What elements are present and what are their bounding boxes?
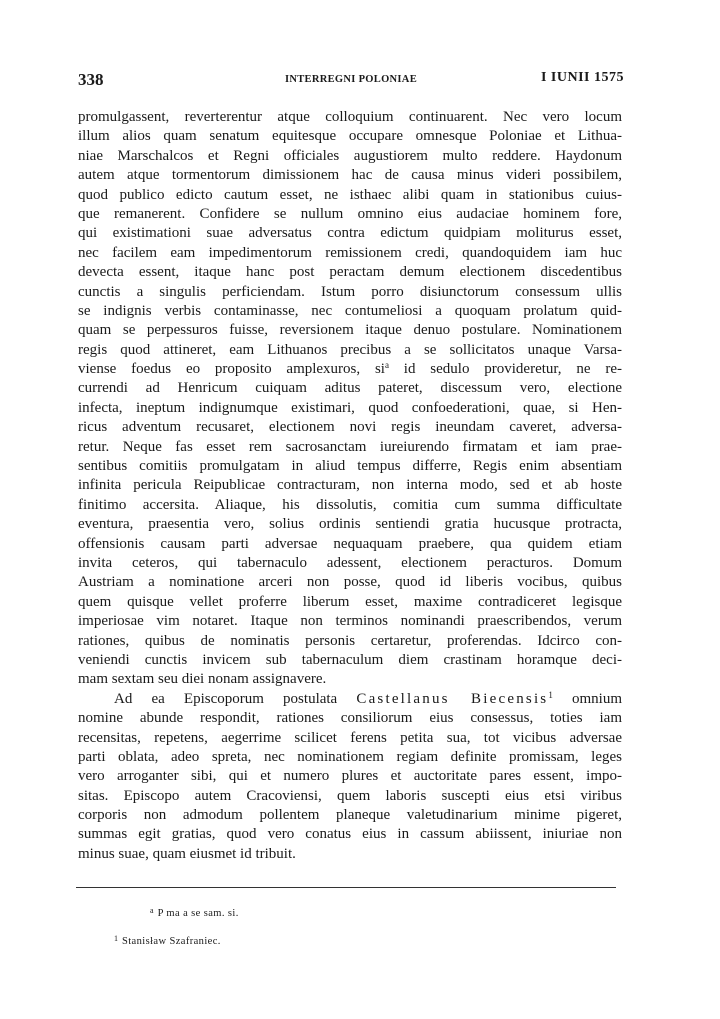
footnote-divider — [76, 887, 616, 888]
text-segment: si — [360, 361, 385, 378]
footnote-text: P ma a se sam. si. — [157, 908, 239, 919]
text-line: devecta essent, itaque hanc post peractam demum electionem discedentibus — [78, 264, 622, 281]
footnote-ref-1: 1 — [548, 689, 553, 700]
text-segment: viense foedus eo proposito amplexuros, — [78, 361, 361, 378]
page-header — [78, 70, 624, 94]
text-line: summas egit gratias, quod vero conatus eius in cassum abiissent, iniuriae non — [78, 826, 622, 843]
footnote-ref-a: a — [384, 360, 389, 371]
text-line: imperiosae vim notaret. Itaque non terminos nominandi praescribendos, verum — [78, 613, 622, 630]
text-line: niae Marschalcos et Regni officiales augustiorem multo reddere. Haydonum — [78, 147, 622, 164]
text-line: finitimo accersita. Aliaque, his dissolutis, comitia cum summa difficultate — [78, 496, 622, 513]
text-line: infecta, ineptum indignumque existimari, quod confoederationi, quae, si Hen- — [78, 399, 622, 416]
text-line: que remanerent. Confidere se nullum omnino eius audaciae hominem fore, — [78, 205, 622, 222]
text-line: quod publico edicto cautum esset, ne isthaec alibi quam in stationibus cuius- — [78, 186, 622, 203]
text-line: retur. Neque fas esset rem sacrosanctam iureiurendo firmatam et iam prae- — [78, 438, 622, 455]
text-line: nomine abunde respondit, rationes consiliorum eius consessus, toties iam — [78, 710, 622, 727]
main-text — [78, 108, 622, 864]
text-segment: omnium — [552, 690, 622, 707]
text-line: regis quod attineret, eam Lithuanos precibus a se sollicitatos unaque Varsa- — [78, 341, 622, 358]
text-line: quem quisque vellet proferre liberum esset, maxime contradiceret legisque — [78, 593, 622, 610]
text-line: sitas. Episcopo autem Cracoviensi, quem laboris suscepti eius etsi viribus — [78, 787, 622, 804]
text-line-with-footnote — [78, 690, 622, 709]
footnote-mark: a — [150, 906, 154, 915]
text-line: infinita pericula Reipublicae contracturam, non interna modo, sed et ab hoste — [78, 477, 622, 494]
text-line: recensitas, repetens, aegerrime scilicet ferens petita sua, tot vicibus adversae — [78, 729, 622, 746]
footnote-1 — [114, 934, 221, 947]
text-line: sentibus comitiis promulgatam in aliud tempus differre, Regis enim absentiam — [78, 458, 622, 475]
text-segment: Ad ea Episcoporum postulata — [114, 690, 357, 707]
text-line: minus suae, quam eiusmet id tribuit. — [78, 845, 296, 862]
header-date: I IUNII 1575 — [540, 70, 624, 85]
text-line-with-footnote — [78, 360, 622, 379]
footnote-a — [150, 906, 239, 919]
text-line: parti oblata, adeo spreta, nec nominationem regiam definite promissam, leges — [78, 748, 622, 765]
text-line: rationes, quibus de nominatis personis certaretur, proferendas. Idcirco con- — [78, 632, 622, 649]
text-line: se indignis verbis contaminasse, nec contumeliosi a quoquam prolatum quid- — [78, 302, 622, 319]
text-line: promulgassent, reverterentur atque colloquium continuarent. Nec vero locum — [78, 109, 622, 125]
text-line: cunctis a singulis perficiendam. Istum porro disiunctorum consessum ullis — [78, 283, 622, 300]
text-line: quam se perpessuros fuisse, reversionem itaque denuo postulare. Nominationem — [78, 322, 622, 339]
text-line: ricus adventum recusaret, electionem novi regis ineundam caveret, adversa- — [78, 419, 622, 436]
text-line: Austriam a nominatione arceri non posse, quod id liberis vocibus, quibus — [78, 574, 622, 591]
text-line: mam sextam seu diei nonam assignavere. — [78, 671, 327, 688]
footnote-text: Stanisław Szafraniec. — [122, 936, 221, 947]
text-line: currendi ad Henricum cuiquam aditus pateret, discessum vero, electione — [78, 380, 622, 397]
text-line: vero arroganter sibi, qui et numero plures et auctoritate pares essent, impo- — [78, 768, 622, 785]
text-segment: id sedulo provideretur, ne re- — [388, 361, 622, 378]
text-line: offensionis causam parti adversae nequaquam praebere, qua quidem etiam — [78, 535, 622, 552]
text-line: nec facilem eam impedimentorum remissionem credi, quandoquidem iam huc — [78, 244, 622, 261]
footnote-mark: 1 — [114, 934, 118, 943]
text-line: corporis non admodum pollentem planeque valetudinarium minime pigeret, — [78, 807, 622, 824]
text-line: invita ceteros, qui tabernaculo adessent, electionem peracturos. Domum — [78, 554, 622, 571]
person-name: Castellanus Biecensis — [356, 690, 549, 707]
text-line: eventura, praesentia vero, solius ordinis sentiendi gratia hucusque protracta, — [78, 516, 622, 533]
text-line: qui existimationi suae adversatus contra edictum quidpiam moliturus esset, — [78, 225, 622, 242]
text-line: illum alios quam senatum equitesque occupare omnesque Poloniae et Lithua- — [78, 128, 622, 145]
text-line: autem atque tormentorum dimissionem hac de causa minus videri possibilem, — [78, 167, 622, 184]
page-number: 338 — [78, 70, 104, 89]
running-title: INTERREGNI POLONIAE — [284, 74, 417, 85]
text-line: veniendi cunctis invicem sub tabernaculum diem crastinam horamque deci- — [78, 651, 622, 668]
